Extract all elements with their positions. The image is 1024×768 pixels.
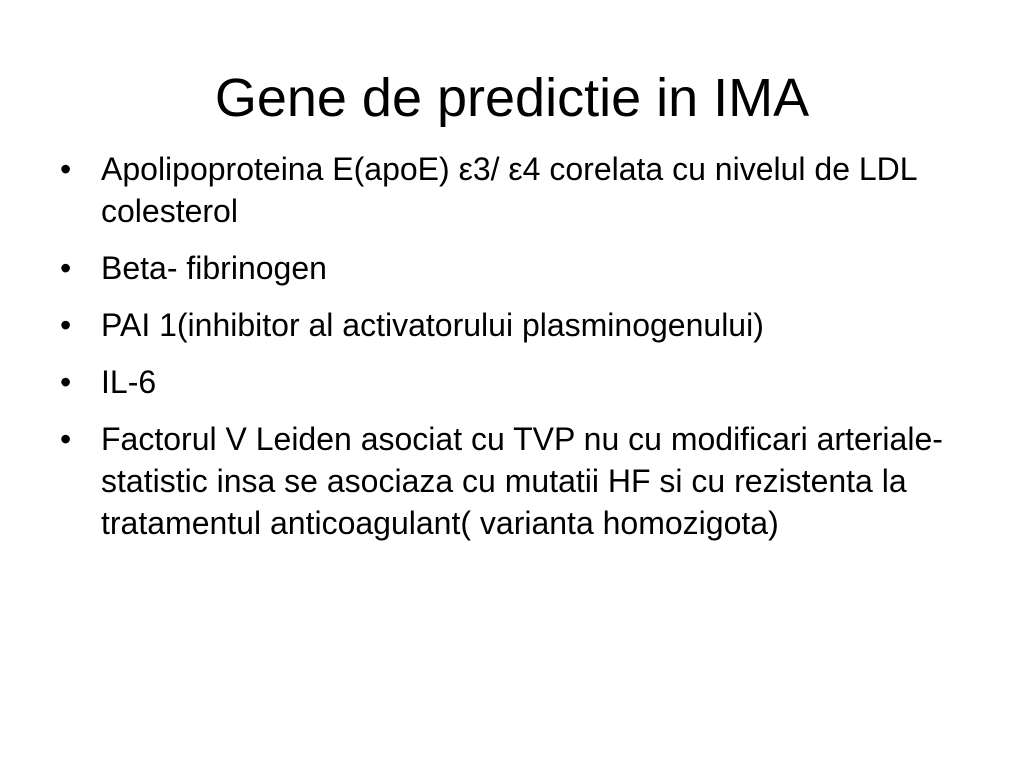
bullet-text: Apolipoproteina E(apoE) ε3/ ε4 corelata cu nivelul de LDL colesterol [101,151,917,229]
bullet-item-factor-v-leiden [56,418,956,544]
bullet-icon: • [60,151,72,187]
bullet-item-pai1 [56,304,956,346]
bullet-item-il6 [56,361,956,403]
bullet-icon: • [60,421,72,457]
bullet-item-beta-fibrinogen [56,247,956,289]
bullet-icon: • [60,364,72,400]
bullet-text: IL-6 [101,364,157,400]
slide-title: Gene de predictie in IMA [214,68,810,128]
bullet-text: Factorul V Leiden asociat cu TVP nu cu modificari arteriale-statistic insa se asociaza cu mutatii HF si cu rezistenta la tratamentul anticoagulant( varianta homozigota) [101,421,943,541]
bullet-icon: • [60,307,72,343]
bullet-list [56,148,956,559]
bullet-icon: • [60,250,72,286]
bullet-text: PAI 1(inhibitor al activatorului plasminogenului) [101,307,764,343]
bullet-text: Beta- fibrinogen [101,250,327,286]
bullet-item-apoe [56,148,956,232]
